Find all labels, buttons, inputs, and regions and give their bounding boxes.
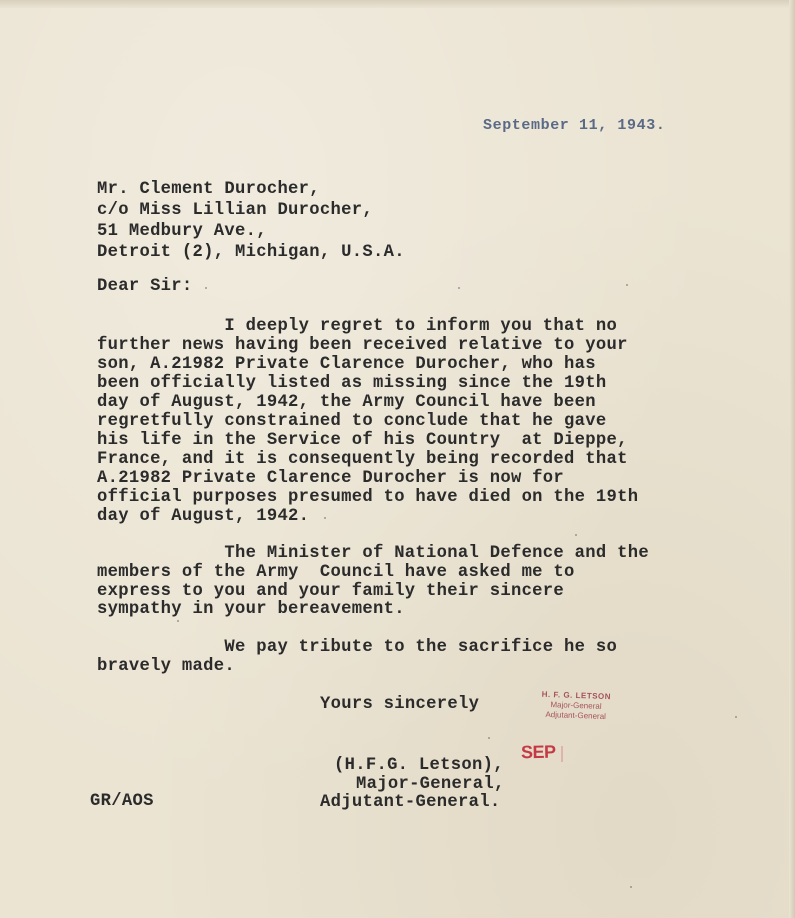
address-line-2: c/o Miss Lillian Durocher, — [97, 201, 373, 220]
paragraph-2-line: The Minister of National Defence and the — [97, 544, 649, 563]
paper-edge-right — [789, 0, 795, 918]
paper-speck — [324, 517, 326, 519]
paragraph-2-line: members of the Army Council have asked me to — [97, 563, 575, 582]
paragraph-1-line: day of August, 1942, the Army Council have been — [97, 393, 596, 412]
paper-speck — [205, 287, 207, 289]
paragraph-1-line: been officially listed as missing since the 19th — [97, 374, 607, 393]
paper-speck — [630, 886, 632, 888]
signature-name: (H.F.G. Letson), — [334, 756, 504, 775]
paragraph-2-line: express to you and your family their sincere — [97, 582, 565, 601]
address-line-1: Mr. Clement Durocher, — [97, 180, 320, 199]
paper-speck — [626, 284, 628, 286]
paragraph-1-line: further news having been received relative to your — [97, 336, 628, 355]
signature-title: Adjutant-General. — [320, 793, 501, 812]
letter-date: September 11, 1943. — [483, 117, 666, 134]
address-line-3: 51 Medbury Ave., — [97, 222, 267, 241]
stamp-name: H. F. G. LETSON — [541, 689, 612, 702]
closing: Yours sincerely — [320, 695, 480, 714]
paper-speck — [458, 287, 460, 289]
salutation: Dear Sir: — [97, 277, 193, 296]
paper-speck — [177, 620, 179, 622]
paragraph-1-line: France, and it is consequently being recorded that — [97, 450, 628, 469]
paragraph-1-line: his life in the Service of his Country at Dieppe, — [97, 431, 628, 450]
received-stamp: SEP — [520, 741, 556, 763]
received-stamp-partial — [561, 746, 573, 762]
paragraph-1-line: son, A.21982 Private Clarence Durocher, who has — [97, 355, 596, 374]
paper-speck — [735, 716, 737, 718]
paragraph-1-line: day of August, 1942. — [97, 507, 310, 526]
paragraph-1-line: official purposes presumed to have died on the 19th — [97, 488, 639, 507]
paragraph-2-line: sympathy in your bereavement. — [97, 600, 405, 619]
stamp-title: Adjutant-General — [545, 709, 607, 722]
address-line-4: Detroit (2), Michigan, U.S.A. — [97, 243, 405, 262]
reference-initials: GR/AOS — [90, 792, 154, 811]
paper-speck — [575, 534, 577, 536]
paragraph-1-line: A.21982 Private Clarence Durocher is now for — [97, 469, 565, 488]
signature-stamp — [526, 689, 627, 722]
paper-edge-top — [0, 0, 795, 8]
paragraph-3-line: bravely made. — [97, 657, 235, 676]
paper-speck — [488, 737, 490, 739]
paragraph-1-line: regretfully constrained to conclude that he gave — [97, 412, 607, 431]
stamp-rank: Major-General — [550, 700, 602, 711]
paragraph-1-line: I deeply regret to inform you that no — [97, 317, 618, 336]
signature-rank: Major-General, — [356, 775, 505, 794]
paragraph-3-line: We pay tribute to the sacrifice he so — [97, 638, 618, 657]
